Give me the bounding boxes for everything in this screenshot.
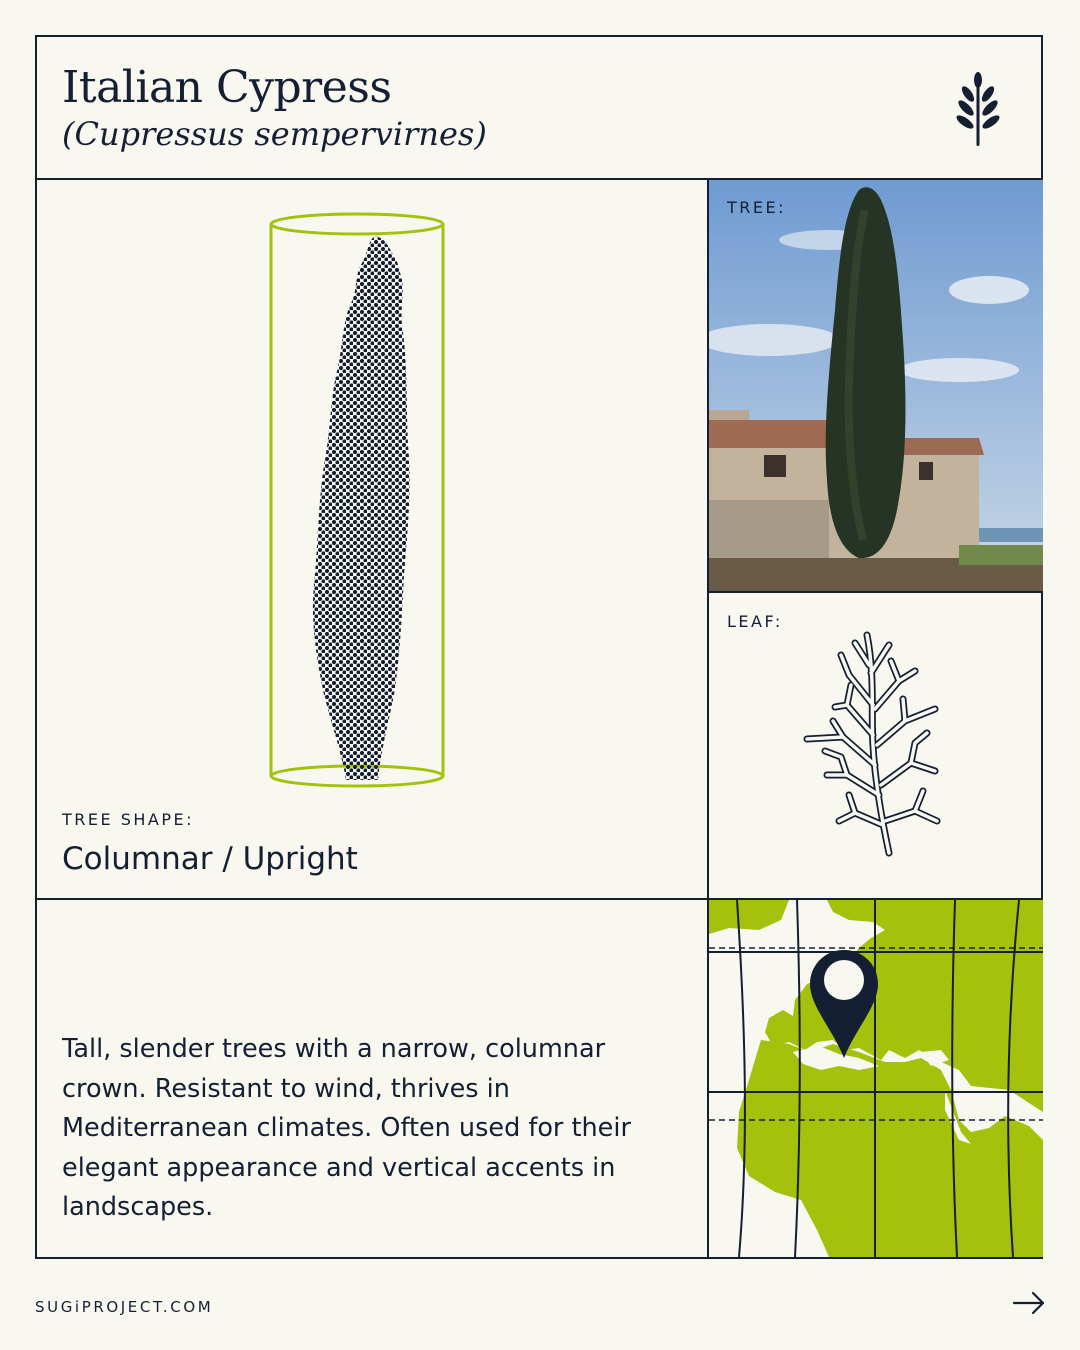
photo-leaf-divider <box>707 591 1043 593</box>
tree-shape-value: Columnar / Upright <box>62 841 358 877</box>
leaf-illustration <box>795 625 955 860</box>
leaf-label: LEAF: <box>727 612 783 631</box>
arrow-right-icon[interactable] <box>1012 1291 1046 1315</box>
dotted-tree-silhouette <box>313 237 410 780</box>
tree-description: Tall, slender trees with a narrow, columnar crown. Resistant to wind, thrives in Mediterranean climates. Often used for their elegant appearance and vertical accents in landscapes. <box>62 1034 631 1222</box>
tree-photo <box>709 180 1043 591</box>
tree-photo-label: TREE: <box>727 198 786 217</box>
tree-shape-illustration <box>262 205 452 795</box>
footer-website-link[interactable]: SUGiPROJECT.COM <box>35 1298 214 1316</box>
scientific-name: (Cupressus sempervirnes) <box>62 115 487 153</box>
page-title: Italian Cypress <box>62 62 392 113</box>
tree-shape-label: TREE SHAPE: <box>62 810 194 829</box>
leaf-sprig-icon <box>954 72 1002 148</box>
range-map <box>709 900 1043 1257</box>
